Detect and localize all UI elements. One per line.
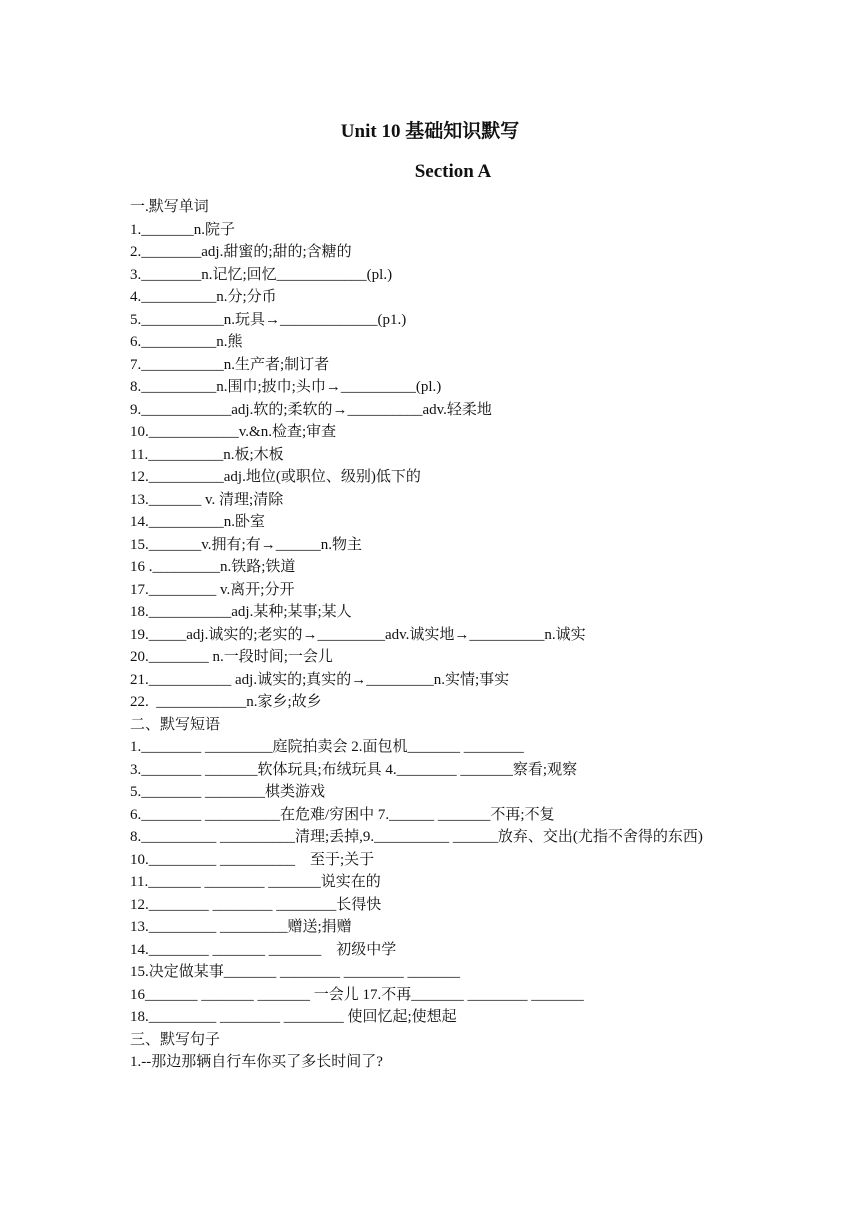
phrase-item: 3.________ _______软体玩具;布绒玩具 4.________ _______察看;观察 <box>130 761 578 778</box>
sentence-item: 1.--那边那辆自行车你买了多长时间了? <box>130 1054 383 1070</box>
vocab-item: 10.____________v.&n.检查;审查 <box>130 424 337 440</box>
heading-phrases: 二、默写短语 <box>130 716 221 733</box>
vocab-item: 16 ._________n.铁路;铁道 <box>130 559 296 575</box>
heading-sentences: 三、默写句子 <box>130 1031 221 1048</box>
vocab-item: 17._________ v.离开;分开 <box>130 581 295 598</box>
vocab-item: 19._____adj.诚实的;老实的→_________adv.诚实地→__________n.诚实 <box>130 626 586 643</box>
vocab-item: 22. ____________n.家乡;故乡 <box>130 694 322 710</box>
phrase-item: 1.________ _________庭院拍卖会 2.面包机_______ ________ <box>130 739 524 755</box>
vocab-item: 15._______v.拥有;有→______n.物主 <box>130 536 362 553</box>
vocab-item: 18.___________adj.某种;某事;某人 <box>130 604 352 620</box>
vocab-item: 11.__________n.板;木板 <box>130 446 284 463</box>
phrase-item: 14.________ _______ _______ 初级中学 <box>130 941 397 958</box>
phrase-item: 18._________ ________ ________ 使回忆起;使想起 <box>130 1009 457 1025</box>
phrase-item: 6.________ __________在危难/穷困中 7.______ _______不再;不复 <box>130 806 555 823</box>
vocab-item: 6.__________n.熊 <box>130 334 243 350</box>
phrase-item: 13._________ _________赠送;捐赠 <box>130 919 352 935</box>
phrase-item: 16_______ _______ _______ 一会儿 17.不再_______ ________ _______ <box>130 986 584 1003</box>
vocab-item: 14.__________n.卧室 <box>130 514 266 530</box>
vocab-item: 4.__________n.分;分币 <box>130 289 277 305</box>
phrase-item: 11._______ ________ _______说实在的 <box>130 874 381 890</box>
vocab-item: 12.__________adj.地位(或职位、级别)低下的 <box>130 469 421 485</box>
vocab-item: 1._______n.院子 <box>130 221 236 238</box>
vocab-item: 5.___________n.玩具→_____________(p1.) <box>130 311 407 328</box>
vocab-item: 8.__________n.围巾;披巾;头巾→__________(pl.) <box>130 379 442 395</box>
worksheet-body <box>130 196 740 1074</box>
phrase-item: 8.__________ __________清理;丢掉,9.__________ ______放弃、交出(尤指不舍得的东西) <box>130 829 703 845</box>
vocab-item: 13._______ v. 清理;清除 <box>130 491 284 508</box>
phrase-item: 12.________ ________ ________长得快 <box>130 896 382 913</box>
vocab-item: 3.________n.记忆;回忆____________(pl.) <box>130 266 393 283</box>
phrase-item: 5.________ ________棋类游戏 <box>130 784 326 800</box>
vocab-item: 2.________adj.甜蜜的;甜的;含糖的 <box>130 244 352 260</box>
vocab-item: 7.___________n.生产者;制订者 <box>130 356 330 373</box>
vocab-item: 9.____________adj.软的;柔软的→__________adv.轻柔地 <box>130 401 492 418</box>
heading-vocabulary: 一.默写单词 <box>130 199 209 215</box>
section-heading: Section A <box>414 161 492 182</box>
vocab-item: 20.________ n.一段时间;一会儿 <box>130 649 333 665</box>
phrase-item: 15.决定做某事_______ ________ ________ _______ <box>130 964 461 980</box>
page-title: Unit 10 基础知识默写 <box>340 121 520 142</box>
phrase-item: 10._________ __________ 至于;关于 <box>130 851 375 868</box>
vocab-item: 21.___________ adj.诚实的;真实的→_________n.实情;事实 <box>130 671 510 688</box>
